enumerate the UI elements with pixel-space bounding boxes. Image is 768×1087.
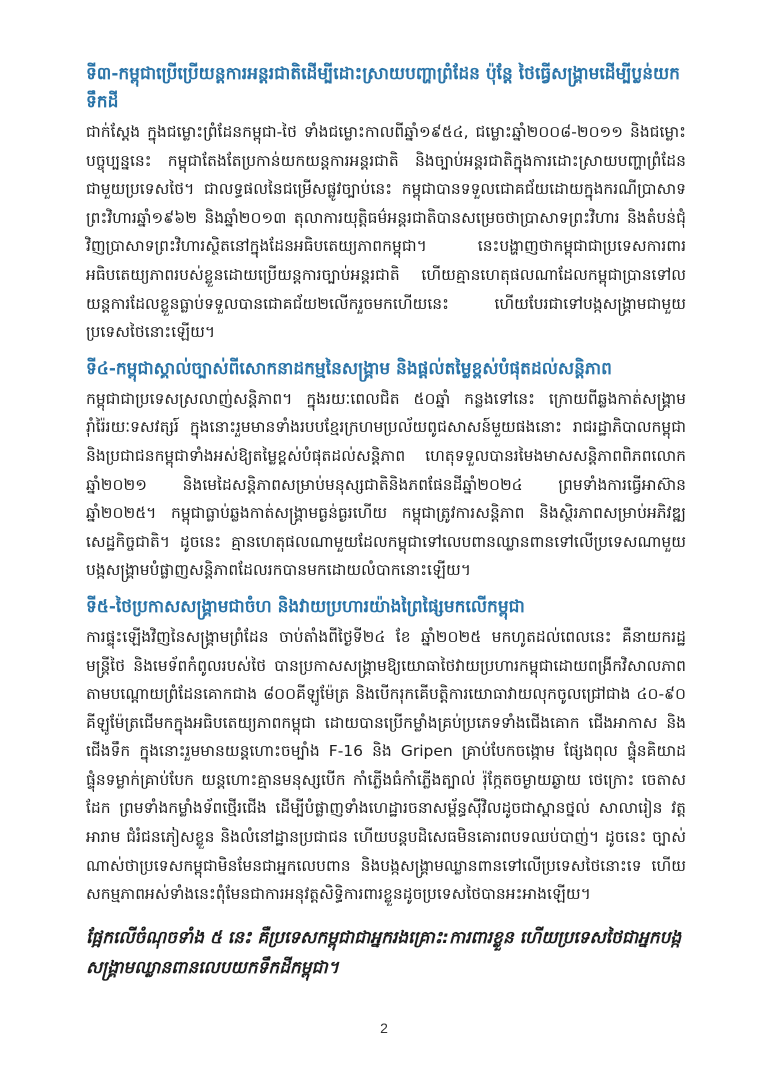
section-4: [86, 355, 686, 585]
section-heading: ទី៥-ថៃប្រកាសសង្គ្រាមជាចំហ និងវាយប្រហារយ៉ាងព្រៃផ្សៃមកលើកម្ពុជា: [86, 596, 525, 617]
section-heading: ទី៣-កម្ពុជាប្រើប្រើយន្តការអន្តរជាតិដើម្បីដោះស្រាយបញ្ហាព្រំដែន ប៉ុន្តែ ថៃធ្វើសង្គ្រាមដើម្បីប្លន់យកទឹកដី: [86, 64, 680, 112]
section-5: [86, 593, 686, 909]
section-body: កម្ពុជាជាប្រទេសស្រលាញ់សន្តិភាព។ ក្នុងរយៈពេលជិត ៥០ឆ្នាំ កន្លងទៅនេះ ក្រោយពីឆ្លងកាត់សង្គ្រាមរ៉ាំរ៉ៃរយៈទសវត្សរ៍ ក្នុងនោះរួមមានទាំងរបបខ្មែរក្រហមប្រល័យពូជសាសន៍មួយផងនោះ រាជរដ្ឋាភិបាលកម្ពុជា និងប្រជាជនកម្ពុជាទាំងអស់ឱ្យតម្លៃខ្ពស់បំផុតដល់សន្តិភាព ហេតុទទួលបានរមៃងមាសសន្តិភាពពិភពលោកឆ្នាំ២០២១ និងមេដៃសន្តិភាពសម្រាប់មនុស្សជាតិនិងភពផែនដីឆ្នាំ២០២៤ ព្រមទាំងការធ្វើអាស៊ានឆ្នាំ២០២៥។ កម្ពុជាធ្លាប់ឆ្លងកាត់សង្គ្រាមធ្ងន់ធ្ងរហើយ កម្ពុជាត្រូវការសន្តិភាព និងស្ថិរភាពសម្រាប់អភិវឌ្ឍសេដ្ឋកិច្ចជាតិ។ ដូចនេះ គ្មានហេតុផលណាមួយដែលកម្ពុជាទៅលេបពានឈ្លានពានទៅលើប្រទេសណាមួយ បង្កសង្គ្រាមបំផ្លាញសន្តិភាពដែលរកបានមកដោយលំបាកនោះឡើយ។: [86, 389, 686, 580]
section-heading: ទី៤-កម្ពុជាស្គាល់ច្បាស់ពីសោកនាដកម្មនៃសង្គ្រាម និងផ្តល់តម្លៃខ្ពស់បំផុតដល់សន្តិភាព: [86, 358, 612, 379]
section-body: ការផ្ទុះឡើងវិញនៃសង្គ្រាមព្រំដែន ចាប់តាំងពីថ្ងៃទី២៤ ខែ ឆ្នាំ២០២៥ មកហូតដល់ពេលនេះ គឺនាយករដ្ឋមន្ត្រីថៃ និងមេទ័ពកំពូលរបស់ថៃ បានប្រកាសសង្គ្រាមឱ្យយោធាថៃវាយប្រហារកម្ពុជាដោយពង្រីកវិសាលភាពតាមបណ្តោយព្រំដែនគោកជាង ៨០០គីឡូម៉ែត្រ និងបើករុកគើបត្តិការយោធាវាយលុកចូលជ្រៅជាង ៤០-៩០ គីឡូម៉ែត្រជើមកក្នុងអធិបតេយ្យភាពកម្ពុជា ដោយបានប្រើកម្លាំងគ្រប់ប្រភេទទាំងជើងគោក ជើងអាកាស និងជើងទឹក ក្នុងនោះរួមមានយន្តហោះចម្បាំង F-16 និង Gripen គ្រាប់បែកចង្កោម ផ្សែងពុល ផ្ទុំនគិយាដ ផ្ទុំនទម្លាក់គ្រាប់បែក យន្តហោះគ្មានមនុស្សបើក កាំភ្លើងធំកាំភ្លើងត្បាល់ រ៉ុក្កែតចម្ងាយឆ្ងាយ ថេក្រោះ ចេតាសដែក ព្រមទាំងកម្លាំងទ័ពថ្មើរជើង ដើម្បីបំផ្លាញទាំងហេដ្ឋារចនាសម្ព័ន្ធស៊ីវិលដូចជាស្ពានថ្នល់ សាលារៀន វត្តអារាម ជំរំជនភៀសខ្លួន និងលំនៅដ្ឋានប្រជាជន ហើយបន្តបដិសេធមិនគោរពបទឈប់បាញ់។ ដូចនេះ ច្បាស់ណាស់ថាប្រទេសកម្ពុជាមិនមែនជាអ្នកលេបពាន និងបង្កសង្គ្រាមឈ្លានពានទៅលើប្រទេសថៃនោះទេ ហើយសកម្មភាពអស់ទាំងនេះពុំមែនជាការអនុវត្តសិទ្ធិការពារខ្លួនដូចប្រទេសថៃបានអះអាងឡើយ។: [86, 627, 686, 904]
conclusion-text: ផ្អែកលើចំណុចទាំង ៥ នេះ គឺប្រទេសកម្ពុជាជាអ្នករងគ្រោះ:ការពារខ្លួន ហើយប្រទេសថៃជាអ្នកបង្កសង្គ្រាមឈ្លានពានលេបយកទឹកដីកម្ពុជា។: [86, 927, 682, 978]
section-3: [86, 60, 686, 347]
page-number: 2: [380, 1020, 388, 1036]
section-body: ជាក់ស្តែង ក្នុងជម្លោះព្រំដែនកម្ពុជា-ថៃ ទាំងជម្លោះកាលពីឆ្នាំ១៩៥៤, ជម្លោះឆ្នាំ២០០៨-២០១១ និងជម្លោះបច្ចុប្បន្ននេះ កម្ពុជាតែងតែប្រកាន់យកយន្តការអន្តរជាតិ និងច្បាប់អន្តរជាតិក្នុងការដោះស្រាយបញ្ហាព្រំដែនជាមួយប្រទេសថៃ។ ជាលទ្ធផលនៃជម្រើសផ្លូវច្បាប់នេះ កម្ពុជាបានទទួលជោគជ័យដោយក្នុងករណីប្រាសាទព្រះវិហារឆ្នាំ១៩៦២ និងឆ្នាំ២០១៣ តុលាការយុត្តិធម៌អន្តរជាតិបានសម្រេចថាប្រាសាទព្រះវិហារ និងតំបន់ជុំវិញប្រាសាទព្រះវិហារស្ថិតនៅក្នុងដែនអធិបតេយ្យភាពកម្ពុជា។ នេះបង្ហាញថាកម្ពុជាជាប្រទេសការពារអធិបតេយ្យភាពរបស់ខ្លួនដោយប្រើយន្តការច្បាប់អន្តរជាតិ ហើយគ្មានហេតុផលណាដែលកម្ពុជាប្រានទៅលយន្តការដែលខ្លួនធ្លាប់ទទួលបានជោគជ័យ២លើករួចមកហើយនេះ ហើយបែរជាទៅបង្កសង្គ្រាមជាមួយប្រទេសថៃនោះឡើយ។: [86, 123, 686, 342]
